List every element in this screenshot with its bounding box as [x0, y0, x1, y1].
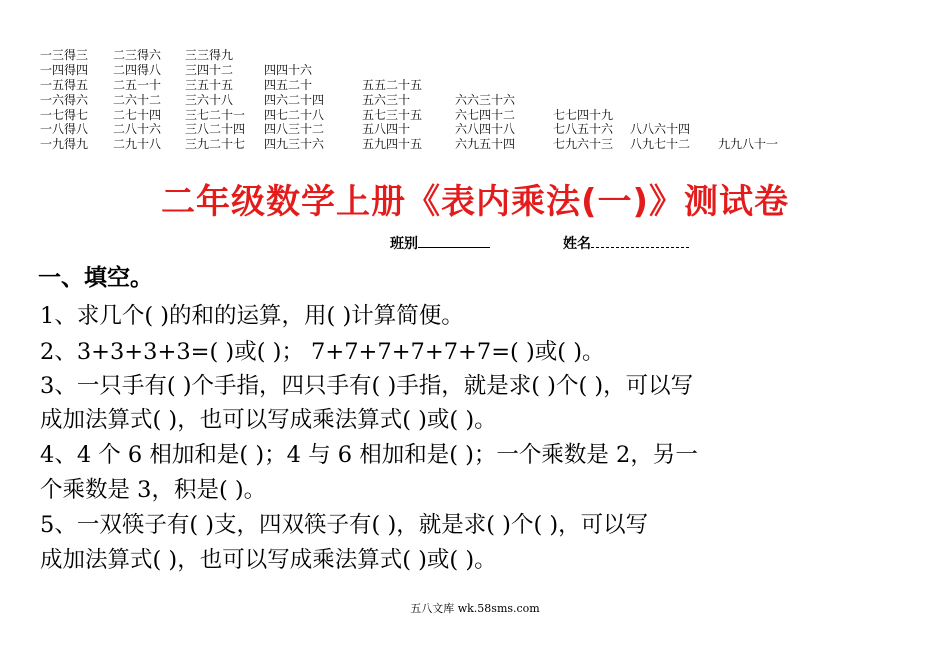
table-cell: 三六十八 — [185, 92, 234, 107]
table-cell: 一八得八 — [40, 122, 89, 137]
table-cell: 三八二十四 — [185, 122, 246, 137]
table-cell: 五六三十 — [362, 92, 411, 107]
table-cell: 九九八十一 — [718, 137, 779, 152]
table-cell: 一六得六 — [40, 92, 89, 107]
question-line: 成加法算式( )，也可以写成乘法算式( )或( )。 — [40, 547, 497, 573]
question-line: 2、3+3+3+3=( )或( )； 7+7+7+7+7+7=( )或( )。 — [40, 339, 605, 365]
table-cell: 三四十二 — [185, 62, 234, 77]
name-field — [563, 233, 689, 254]
question-line: 5、一双筷子有( )支，四双筷子有( )，就是求( )个( )，可以写 — [40, 512, 649, 538]
table-cell: 一九得九 — [40, 137, 89, 152]
table-cell: 五九四十五 — [362, 137, 423, 152]
table-cell: 四六二十四 — [264, 92, 325, 107]
table-cell: 四五二十 — [264, 77, 313, 92]
question-line: 个乘数是 3，积是( )。 — [40, 477, 267, 503]
section-title: 一、填空。 — [38, 265, 153, 291]
table-cell: 一四得四 — [40, 62, 89, 77]
table-cell: 二三得六 — [113, 48, 162, 62]
question-line: 4、4 个 6 相加和是( )；4 与 6 相加和是( )；一个乘数是 2，另一 — [40, 442, 698, 468]
table-cell: 二九十八 — [113, 137, 162, 152]
table-cell: 一七得七 — [40, 107, 89, 122]
table-cell: 五七三十五 — [362, 107, 423, 122]
table-cell: 三九二十七 — [185, 137, 246, 152]
table-cell: 八九七十二 — [630, 137, 691, 152]
table-cell: 五八四十 — [362, 122, 411, 137]
table-cell: 三五十五 — [185, 77, 234, 92]
footer-watermark: 五八文库 wk.58sms.com — [410, 602, 540, 615]
table-cell: 七七四十九 — [553, 107, 614, 122]
table-cell: 二六十二 — [113, 92, 162, 107]
name-label: 姓名 — [563, 236, 591, 252]
question-line: 成加法算式( )，也可以写成乘法算式( )或( )。 — [40, 407, 497, 433]
table-cell: 二四得八 — [113, 62, 162, 77]
table-cell: 一五得五 — [40, 77, 89, 92]
class-label: 班别 — [390, 236, 418, 252]
table-cell: 六七四十二 — [455, 107, 516, 122]
table-cell: 六八四十八 — [455, 122, 516, 137]
table-cell: 八八六十四 — [630, 122, 691, 137]
table-cell: 五五二十五 — [362, 77, 423, 92]
table-cell: 一三得三 — [40, 48, 89, 62]
table-cell: 二七十四 — [113, 107, 162, 122]
table-cell: 三三得九 — [185, 48, 234, 62]
table-cell: 二五一十 — [113, 77, 162, 92]
question-line: 1、求几个( )的和的运算，用( )计算简便。 — [40, 303, 464, 329]
page-title: 二年级数学上册《表内乘法(一)》测试卷 — [160, 182, 790, 222]
class-field — [390, 233, 490, 254]
table-cell: 七九六十三 — [553, 137, 614, 152]
table-cell: 六六三十六 — [455, 92, 516, 107]
question-line: 3、一只手有( )个手指，四只手有( )手指，就是求( )个( )，可以写 — [40, 373, 694, 399]
table-cell: 四七二十八 — [264, 107, 325, 122]
table-cell: 七八五十六 — [553, 122, 614, 137]
table-cell: 六九五十四 — [455, 137, 516, 152]
table-cell: 三七二十一 — [185, 107, 246, 122]
table-cell: 四九三十六 — [264, 137, 325, 152]
table-cell: 四八三十二 — [264, 122, 325, 137]
class-blank — [418, 233, 490, 248]
table-cell: 二八十六 — [113, 122, 162, 137]
name-blank — [591, 233, 689, 248]
table-cell: 四四十六 — [264, 62, 313, 77]
